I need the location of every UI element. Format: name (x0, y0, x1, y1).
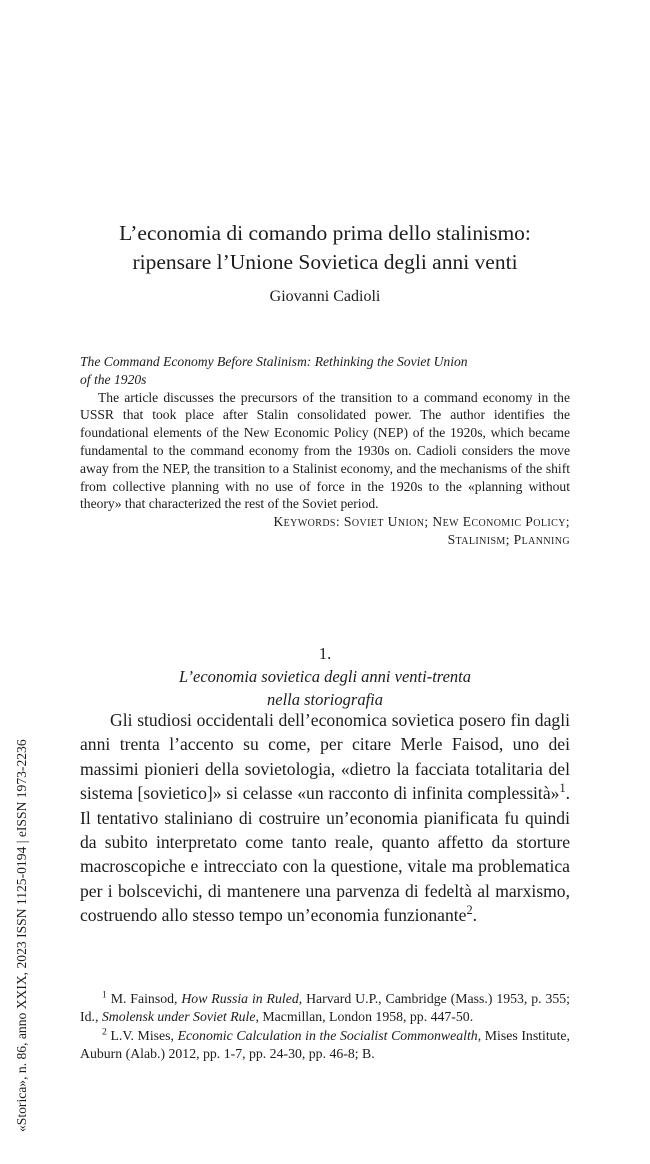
abstract-title-line1: The Command Economy Before Stalinism: Rethinking the Soviet Union (80, 354, 468, 369)
section-title-line2: nella storiografia (267, 690, 383, 709)
section-title-line1: L’economia sovietica degli anni venti-trenta (178, 667, 472, 686)
footnote-number: 1 (102, 989, 107, 1001)
section-heading (80, 642, 570, 711)
footnote-text: , Mises Institute, Auburn (Alab.) 2012, pp. 1-7, pp. 24-30, pp. 46-8; B. (80, 1027, 570, 1062)
keywords (80, 513, 570, 549)
keywords-line2: Stalinism; Planning (447, 531, 570, 547)
body-text-part1: Gli studiosi occidentali dell’economica sovietica posero fin dagli anni trenta l’accento su come, per citare Merle Faisod, uno dei massimi pionieri della sovietologia, «dietro la facciata totalitaria del sistema [sovietico]» si celasse «un racconto di infinita complessità» (80, 710, 570, 804)
article-title (80, 219, 570, 277)
footnote-text: M. Fainsod, (106, 991, 182, 1006)
section-number: 1. (318, 644, 332, 663)
body-text-part3: . (472, 905, 478, 926)
footnote-title-italic: Smolensk under Soviet Rule (101, 1009, 256, 1025)
footnote-2 (80, 1027, 570, 1064)
footnote-1 (80, 990, 570, 1027)
footnote-text: , Harvard U.P., Cambridge (Mass.) 1953, p. 355; Id., (80, 991, 570, 1025)
footnote-title-italic: Economic Calculation in the Socialist Commonwealth (177, 1027, 478, 1043)
footnote-text: L.V. Mises, (106, 1027, 178, 1043)
author-name: Giovanni Cadioli (269, 288, 381, 305)
body-paragraph (80, 708, 570, 928)
abstract-title (80, 353, 570, 389)
footnotes (80, 990, 570, 1064)
abstract-body: The article discusses the precursors of the transition to a command economy in the USSR that took place after Stalin consolidated power. The author identifies the foundational elements of the New Economic Policy (NEP) of the 1920s, which became fundamental to the command economy from the 1930s on. Cadioli considers the move away from the NEP, the transition to a Stalinist economy, and the mechanisms of the shift from collective planning with no use of force in the 1920s to the «planning without theory» that characterized the rest of the Soviet period. (80, 389, 570, 512)
footnote-ref-1[interactable]: 1 (559, 781, 566, 796)
footnote-title-italic: How Russia in Ruled (181, 991, 299, 1006)
section-heading-line1 (80, 642, 570, 688)
article-title-line2: ripensare l’Unione Sovietica degli anni venti (132, 250, 518, 274)
abstract-title-line2: of the 1920s (80, 371, 147, 387)
article-title-line1: L’economia di comando prima dello stalinismo: (119, 221, 531, 245)
footnote-ref-2[interactable]: 2 (466, 903, 473, 918)
abstract (80, 353, 570, 549)
journal-side-note: «Storica», n. 86, anno XXIX, 2023 ISSN 1125-0194 | eISSN 1973-2236 (14, 739, 29, 1132)
keywords-line1: Keywords: Soviet Union; New Economic Policy; (273, 514, 570, 530)
footnote-text: , Macmillan, London 1958, pp. 447-50. (255, 1009, 474, 1025)
footnote-number: 2 (102, 1026, 107, 1038)
body-text-part2: . Il tentativo staliniano di costruire un’economia pianificata fu quindi da subito interpretato come tanto reale, quanto affetto da storture macroscopiche e intrecciato con la questione, vitale ma problematica per i bolscevichi, di mantenere una parvenza di fedeltà al marxismo, costruendo allo stesso tempo un’economia funzionante (80, 783, 570, 926)
